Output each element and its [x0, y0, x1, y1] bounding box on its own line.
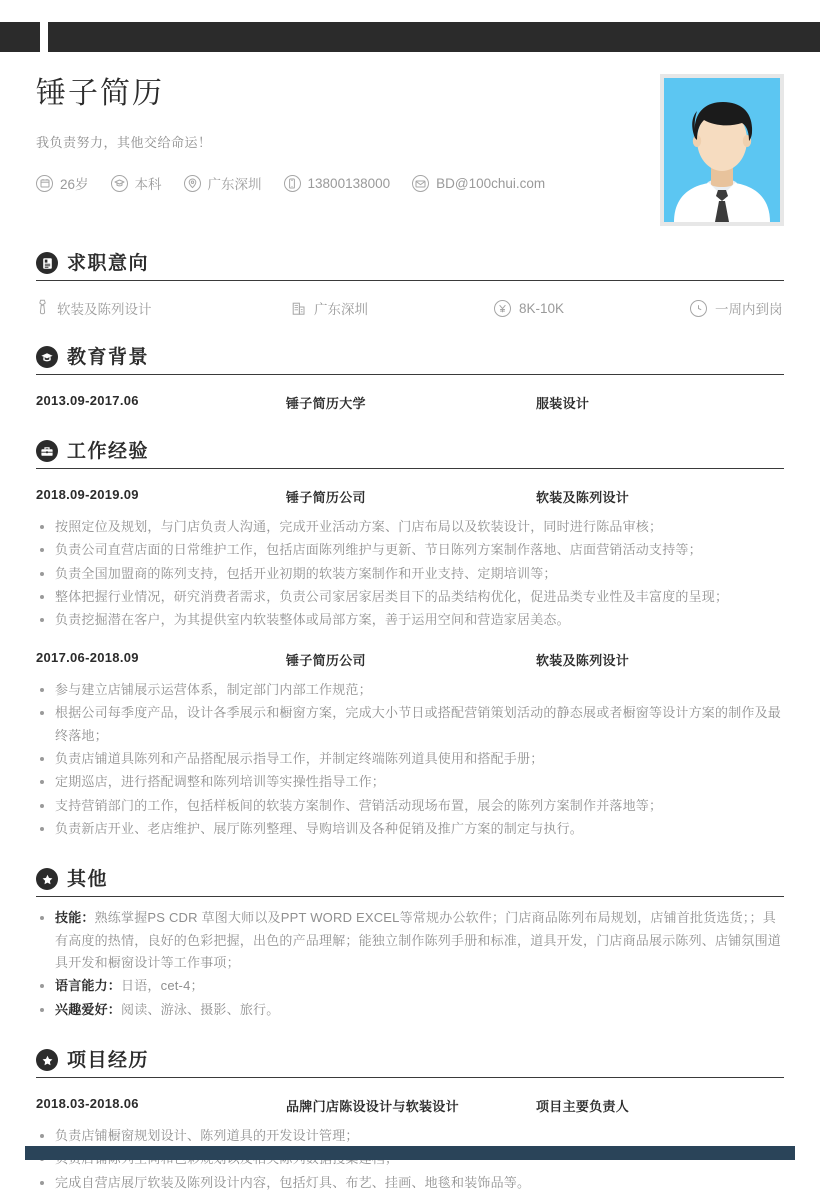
- education-major: 服装设计: [536, 396, 590, 411]
- briefcase-icon: [36, 440, 58, 462]
- intent-salary-text: 8K-10K: [519, 300, 565, 316]
- other-text: 日语，cet-4；: [121, 978, 204, 994]
- job-intent-row: [36, 298, 784, 318]
- list-item: [36, 975, 784, 997]
- section-header-work: [36, 440, 784, 462]
- work-role: 软装及陈列设计: [536, 490, 630, 505]
- other-label: 兴趣爱好：: [55, 1001, 122, 1017]
- work-entry-header: [36, 650, 784, 669]
- resume-header: [0, 52, 820, 228]
- candidate-name: 锤子简历: [36, 77, 164, 110]
- list-item: 负责店铺橱窗规划设计、陈列道具的开发设计管理；: [36, 1125, 784, 1147]
- resume-content: [0, 52, 820, 1195]
- intent-city: [292, 298, 494, 318]
- star-icon: [36, 868, 58, 890]
- section-rule: [36, 896, 784, 897]
- section-rule: [36, 468, 784, 469]
- avatar-illustration: [664, 78, 780, 222]
- project-role: 项目主要负责人: [536, 1099, 630, 1115]
- list-item: 参与建立店铺展示运营体系，制定部门内部工作规范；: [36, 679, 784, 701]
- contact-age: [36, 173, 89, 193]
- section-header-other: [36, 868, 784, 890]
- intent-position: [36, 298, 292, 318]
- list-item: 负责店铺道具陈列和产品搭配展示指导工作，并制定终端陈列道具使用和搭配手册；: [36, 748, 784, 770]
- list-item: 根据公司每季度产品，设计各季展示和橱窗方案，完成大小节日或搭配营销策划活动的静态展或者橱窗等设计方案的制作及最终落地；: [36, 702, 784, 747]
- section-title-education: 教育背景: [67, 346, 150, 368]
- star-icon: [36, 1049, 58, 1071]
- contact-education-text: 本科: [134, 177, 162, 192]
- list-item: 负责公司直营店面的日常维护工作，包括店面陈列维护与更新、节日陈列方案制作落地、店面营销活动支持等；: [36, 539, 784, 561]
- section-title-other: 其他: [67, 868, 109, 890]
- section-rule: [36, 1077, 784, 1078]
- contact-email-text: BD@100chui.com: [436, 175, 546, 191]
- contact-location: [184, 173, 262, 193]
- project-name: 品牌门店陈设设计与软装设计: [286, 1099, 459, 1115]
- bottom-decorative-bar: [25, 1146, 795, 1160]
- section-rule: [36, 374, 784, 375]
- candidate-slogan: 我负责努力，其他交给命运！: [36, 135, 212, 150]
- contact-email: [412, 175, 545, 192]
- list-item: 负责新店开业、老店维护、展厅陈列整理、导购培训及各种促销及推广方案的制定与执行。: [36, 818, 784, 840]
- other-bullets: [36, 907, 784, 1021]
- yen-icon: [494, 300, 511, 317]
- other-text: 阅读、游泳、摄影、旅行。: [121, 1001, 280, 1017]
- education-entry: [36, 393, 784, 412]
- contact-age-text: 26岁: [60, 177, 89, 192]
- project-date: 2018.03-2018.06: [36, 1096, 139, 1112]
- contact-education: [111, 173, 162, 193]
- list-item: 按照定位及规划，与门店负责人沟通，完成开业活动方案、门店布局以及软装设计，同时进行陈品审核；: [36, 516, 784, 538]
- document-icon: [36, 252, 58, 274]
- top-bar-left-block: [0, 22, 40, 52]
- section-rule: [36, 280, 784, 281]
- other-label: 语言能力：: [55, 978, 122, 994]
- list-item: 负责挖掘潜在客户，为其提供室内软装整体或局部方案，善于运用空间和营造家居美态。: [36, 609, 784, 631]
- section-title-work: 工作经验: [67, 440, 150, 462]
- list-item: 定期巡店，进行搭配调整和陈列培训等实操性指导工作；: [36, 771, 784, 793]
- section-project: [0, 1049, 820, 1194]
- intent-availability-text: 一周内到岗: [715, 302, 783, 317]
- phone-icon: [284, 175, 301, 192]
- education-date: 2013.09-2017.06: [36, 393, 139, 408]
- graduation-cap-icon: [36, 346, 58, 368]
- graduation-cap-icon: [111, 175, 128, 192]
- building-icon: [292, 301, 306, 316]
- contact-phone: [284, 175, 391, 192]
- work-company: 锤子简历公司: [286, 652, 366, 668]
- project-entry-header: [36, 1096, 784, 1115]
- top-decorative-bar: [0, 22, 820, 52]
- work-role: 软装及陈列设计: [536, 652, 630, 668]
- other-text: 熟练掌握PS CDR 草图大师以及PPT WORD EXCEL等常规办公软件；门店商品陈列布局规划，店铺首批货选货；；具有高度的热情，良好的色彩把握，出色的产品理解；能独立制作陈列手册和标准，道具开发，门店商品展示陈列、店铺氛围道具开发和橱窗设计等工作事项；: [55, 910, 782, 971]
- email-icon: [412, 175, 429, 192]
- top-bar-right-block: [48, 22, 820, 52]
- list-item: 负责全国加盟商的陈列支持，包括开业初期的软装方案制作和开业支持、定期培训等；: [36, 563, 784, 585]
- section-header-project: [36, 1049, 784, 1071]
- contact-phone-text: 13800138000: [307, 175, 391, 191]
- section-job-intent: [0, 252, 820, 318]
- intent-salary: [494, 300, 690, 317]
- location-pin-icon: [184, 175, 201, 192]
- intent-availability: [690, 298, 783, 318]
- calendar-icon: [36, 175, 53, 192]
- work-bullets: [36, 679, 784, 841]
- list-item: 完成自营店展厅软装及陈列设计内容，包括灯具、布艺、挂画、地毯和装饰品等。: [36, 1172, 784, 1194]
- section-work-experience: [0, 440, 820, 840]
- other-label: 技能：: [55, 910, 95, 926]
- work-bullets: [36, 516, 784, 632]
- intent-position-text: 软装及陈列设计: [57, 302, 152, 317]
- list-item: [36, 907, 784, 974]
- list-item: 支持营销部门的工作，包括样板间的软装方案制作、营销活动现场布置，展会的陈列方案制作并落地等；: [36, 795, 784, 817]
- section-header-job-intent: [36, 252, 784, 274]
- section-other: [0, 868, 820, 1021]
- work-date: 2017.06-2018.09: [36, 649, 139, 665]
- section-header-education: [36, 346, 784, 368]
- contact-location-text: 广东深圳: [207, 177, 262, 192]
- avatar: [660, 74, 784, 226]
- clock-icon: [690, 300, 707, 317]
- intent-city-text: 广东深圳: [314, 302, 368, 317]
- list-item: [36, 999, 784, 1021]
- tie-icon: [36, 299, 49, 317]
- work-date: 2018.09-2019.09: [36, 487, 139, 502]
- section-title-project: 项目经历: [67, 1049, 150, 1071]
- work-company: 锤子简历公司: [286, 490, 366, 505]
- list-item: 整体把握行业情况，研究消费者需求，负责公司家居家居类目下的品类结构优化，促进品类专业性及丰富度的呈现；: [36, 586, 784, 608]
- work-entry-header: [36, 487, 784, 506]
- section-title-job-intent: 求职意向: [67, 252, 150, 274]
- section-education: [0, 346, 820, 412]
- education-school: 锤子简历大学: [286, 396, 366, 411]
